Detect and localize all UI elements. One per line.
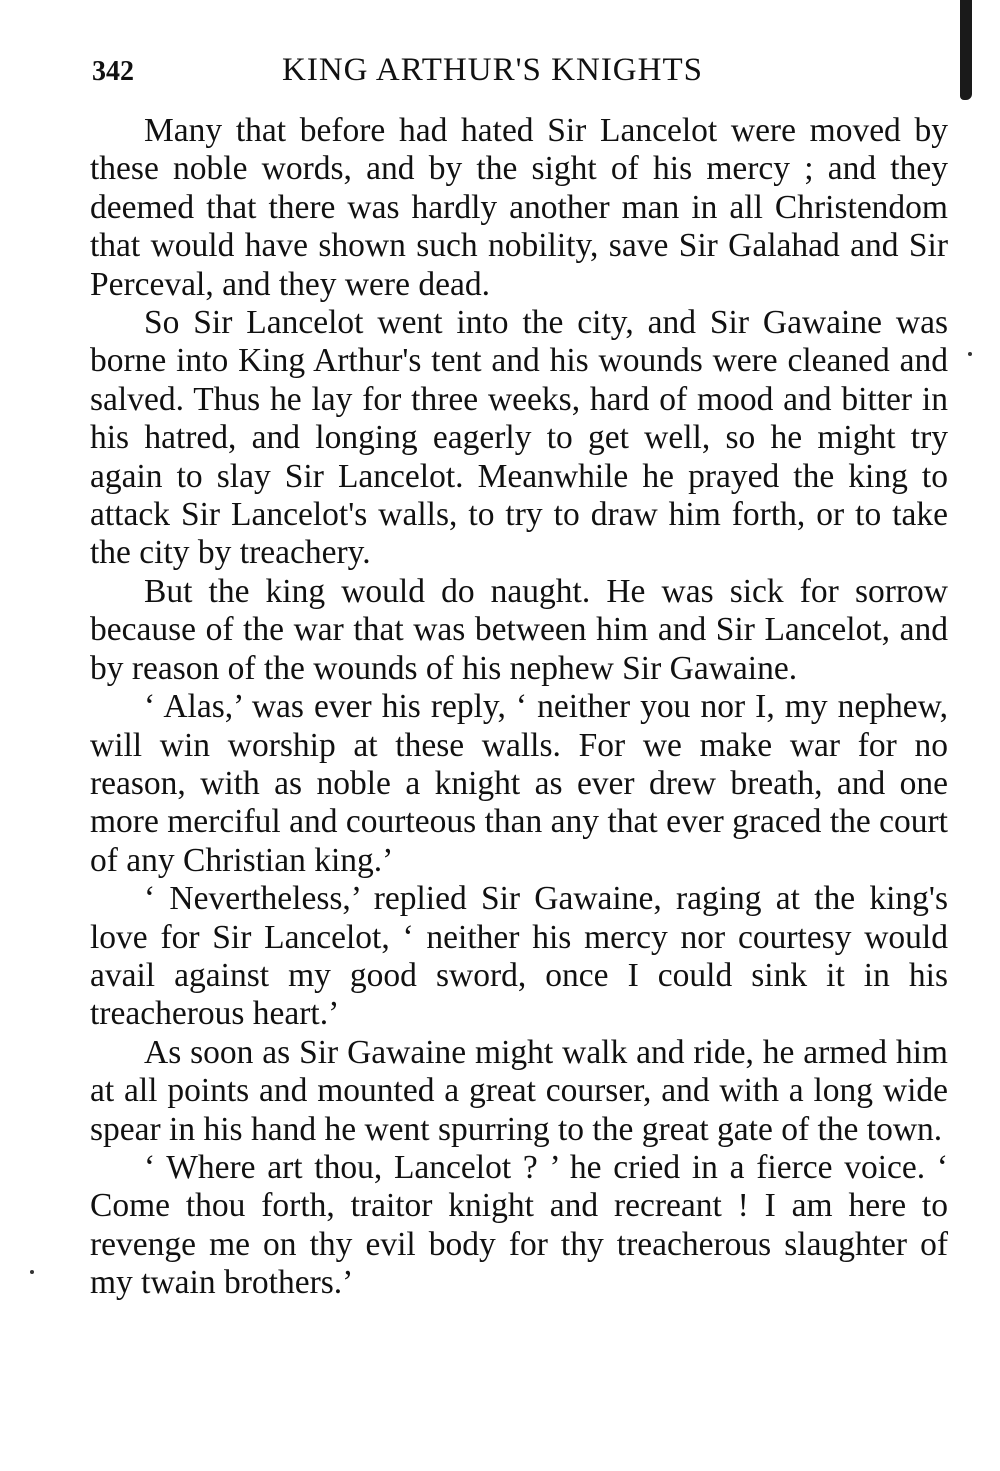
- page-header: [92, 52, 952, 96]
- paragraph-1: Many that before had hated Sir Lancelot were moved by these noble words, and by the sight of his mercy ; and they deemed that there was hardly another man in all Christendom that would have shown such nobility, save Sir Galahad and Sir Perceval, and they were dead.: [90, 112, 948, 303]
- page-edge-mark: [960, 0, 972, 100]
- paragraph-5: ‘ Nevertheless,’ replied Sir Gawaine, raging at the king's love for Sir Lancelot, ‘ neither his mercy nor courtesy would avail against my good sword, once I could sink it in his treacherous heart.’: [90, 880, 948, 1033]
- ink-speck: [968, 352, 972, 356]
- paragraph-6: As soon as Sir Gawaine might walk and ride, he armed him at all points and mounted a great courser, and with a long wide spear in his hand he went spurring to the great gate of the town.: [90, 1033, 948, 1148]
- paragraph-3: But the king would do naught. He was sick for sorrow because of the war that was between him and Sir Lancelot, and by reason of the wounds of his nephew Sir Gawaine.: [90, 572, 948, 687]
- page-number: 342: [92, 56, 134, 87]
- body-text: [90, 112, 948, 1303]
- running-head: KING ARTHUR'S KNIGHTS: [282, 52, 703, 88]
- paragraph-2: So Sir Lancelot went into the city, and Sir Gawaine was borne into King Arthur's tent and his wounds were cleaned and salved. Thus he lay for three weeks, hard of mood and bitter in his hatred, and longing eagerly to get well, so he might try again to slay Sir Lancelot. Meanwhile he prayed the king to attack Sir Lancelot's walls, to try to draw him forth, or to take the city by treachery.: [90, 304, 948, 572]
- paragraph-7: ‘ Where art thou, Lancelot ? ’ he cried in a fierce voice. ‘ Come thou forth, traitor knight and recreant ! I am here to revenge me on thy evil body for thy treacherous slaughter of my twain brothers.’: [90, 1148, 948, 1302]
- paragraph-4: ‘ Alas,’ was ever his reply, ‘ neither you nor I, my nephew, will win worship at these walls. For we make war for no reason, with as noble a knight as ever drew breath, and one more merciful and courteous than any that ever graced the court of any Christian king.’: [90, 688, 948, 879]
- ink-speck: [30, 1270, 34, 1274]
